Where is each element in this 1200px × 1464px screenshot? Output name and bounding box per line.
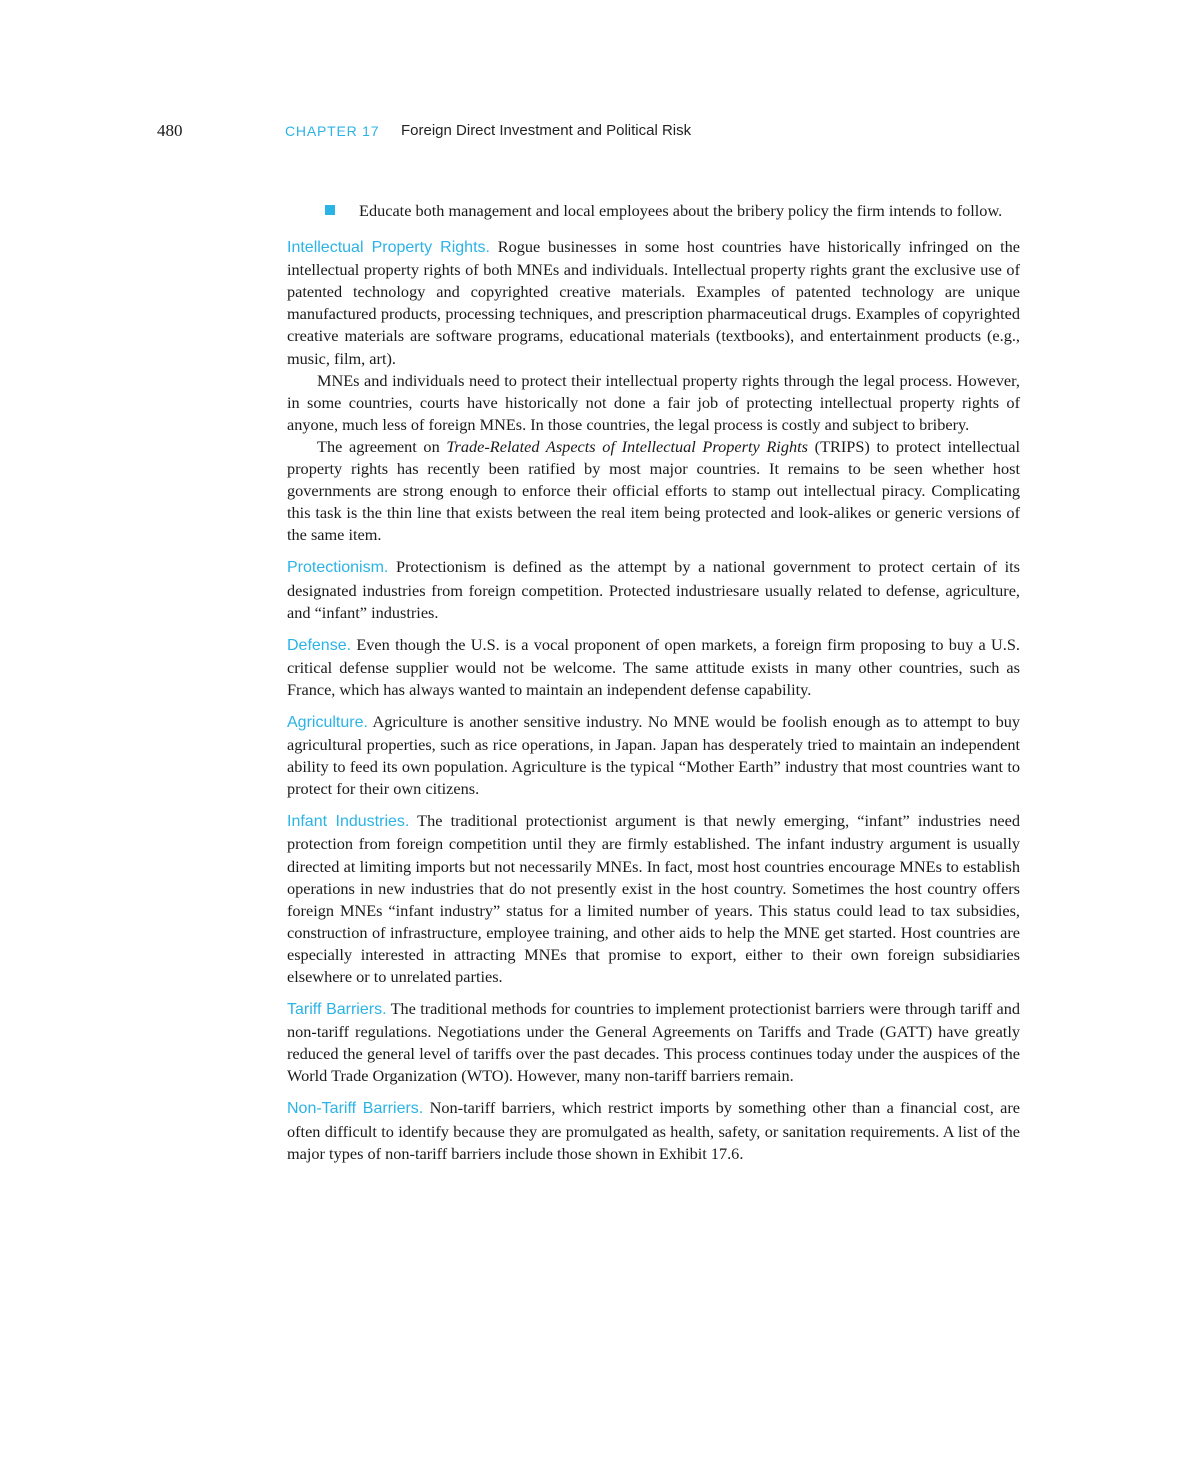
non-tariff-barriers-paragraph <box>287 1097 1020 1164</box>
ipr-text-2: MNEs and individuals need to protect their intellectual property rights through the legal process. However, in some countries, courts have historically not done a fair job of protecting intellectual property rights of anyone, much less of foreign MNEs. In those countries, the legal process is costly and subject to bribery. <box>287 370 1020 434</box>
ipr-paragraph-1 <box>287 236 1020 370</box>
tariff-barriers-text: The traditional methods for countries to implement protectionist barriers were through tariff and non-tariff regulations. Negotiations under the General Agreements on Tariffs and Trade (GATT) have greatly reduced the general level of tariffs over the past decades. This process continues today under the auspices of the World Trade Organization (WTO). However, many non-tariff barriers remain. <box>287 999 1021 1086</box>
protectionism-text: Protectionism is defined as the attempt by a national government to protect certain of its designated industries from foreign competition. Protected industriesare usually related to defense, agriculture, and “infant” industries. <box>287 557 1020 622</box>
non-tariff-barriers-text: Non-tariff barriers, which restrict imports by something other than a financial cost, are often difficult to identify because they are promulgated as health, safety, or sanitation requirements. A list of the major types of non-tariff barriers include those shown in Exhibit 17.6. <box>287 1098 1021 1163</box>
ipr-text-1: Rogue businesses in some host countries have historically infringed on the intellectual property rights of both MNEs and individuals. Intellectual property rights grant the exclusive use of patented technology and copyrighted creative materials. Examples of patented technology are unique manufactured products, processing techniques, and prescription pharmaceutical drugs. Examples of copyrighted creative materials are software programs, educational materials (textbooks), and entertainment products (e.g., music, film, art). <box>287 237 1020 368</box>
protectionism-heading: Protectionism. <box>287 559 389 577</box>
bullet-text: Educate both management and local employees about the bribery policy the firm intends to follow. <box>359 201 1003 220</box>
infant-industries-heading: Infant Industries. <box>287 813 410 831</box>
tariff-barriers-paragraph <box>287 998 1020 1087</box>
chapter-title: Foreign Direct Investment and Political Risk <box>401 122 692 139</box>
square-bullet-icon <box>325 205 335 215</box>
running-head <box>157 121 1057 145</box>
agriculture-heading: Agriculture. <box>287 713 368 731</box>
ipr-text-3-post: (TRIPS) to protect intellectual property rights has recently been ratified by most major countries. It remains to be seen whether host governments are strong enough to enforce their official efforts to stamp out intellectual piracy. Complicating this task is the thin line that exists between the real item being protected and look-alikes or generic versions of the same item. <box>287 436 1021 545</box>
page-number: 480 <box>157 121 183 140</box>
defense-text: Even though the U.S. is a vocal proponent of open markets, a foreign firm proposing to buy a U.S. critical defense supplier would not be welcome. The same attitude exists in many other countries, such as France, which has always wanted to maintain an independent defense capability. <box>287 634 1020 699</box>
ipr-paragraph-2 <box>287 370 1020 436</box>
ipr-text-3-pre: The agreement on <box>317 436 440 456</box>
trips-title: Trade-Related Aspects of Intellectual Property Rights <box>446 436 808 456</box>
defense-heading: Defense. <box>287 636 352 654</box>
body-text <box>287 200 1020 1165</box>
chapter-label: CHAPTER 17 <box>285 123 380 139</box>
infant-industries-paragraph <box>287 810 1020 988</box>
agriculture-text: Agriculture is another sensitive industry. No MNE would be foolish enough as to attempt to buy agricultural properties, such as rice operations, in Japan. Japan has desperately tried to maintain an independent ability to feed its own population. Agriculture is the typical “Mother Earth” industry that most countries want to protect for their own citizens. <box>287 711 1020 799</box>
agriculture-paragraph <box>287 711 1020 800</box>
infant-industries-text: The traditional protectionist argument is that newly emerging, “infant” industries need protection from foreign competition until they are firmly established. The infant industry argument is usually directed at limiting imports but not necessarily MNEs. In fact, most host countries encourage MNEs to establish operations in new industries that do not presently exist in the host country. Sometimes the host country offers foreign MNEs “infant industry” status for a limited number of years. This status could lead to tax subsidies, construction of infrastructure, employee training, and other aids to help the MNE get started. Host countries are especially interested in attracting MNEs that promise to export, either to their own foreign subsidiaries elsewhere or to unrelated parties. <box>287 811 1020 986</box>
ipr-heading: Intellectual Property Rights. <box>287 239 490 257</box>
non-tariff-barriers-heading: Non-Tariff Barriers. <box>287 1100 424 1118</box>
bullet-item <box>287 200 1020 222</box>
tariff-barriers-heading: Tariff Barriers. <box>287 1001 387 1019</box>
protectionism-paragraph <box>287 556 1020 623</box>
ipr-paragraph-3 <box>287 436 1020 546</box>
defense-paragraph <box>287 634 1020 701</box>
